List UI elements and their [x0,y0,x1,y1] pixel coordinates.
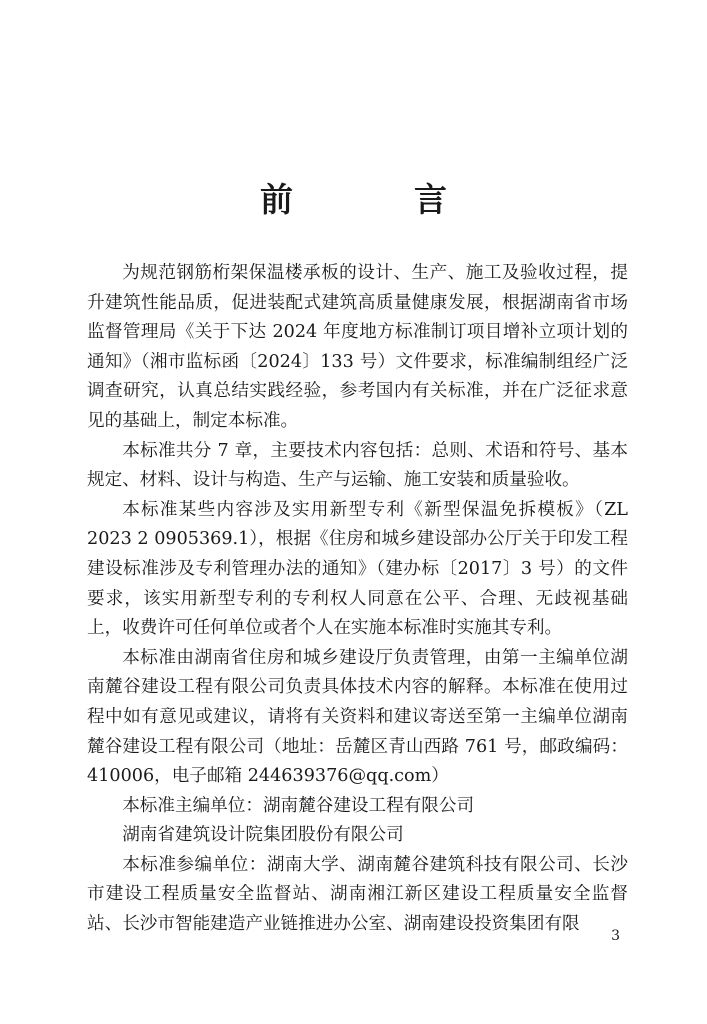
paragraph-management: 本标准由湖南省住房和城乡建设厅负责管理，由第一主编单位湖南麓谷建设工程有限公司负责具体技术内容的解释。本标准在使用过程中如有意见或建议，请将有关资料和建议寄送至第一主编单位湖南麓谷建设工程有限公司（地址：岳麓区青山西路 761 号，邮政编码：410006，电子邮箱 244639376@qq.com） [87,647,628,787]
paragraph-co-editor: 湖南省建筑设计院集团股份有限公司 [122,825,404,846]
paragraph-participants: 本标准参编单位：湖南大学、湖南麓谷建筑科技有限公司、长沙市建设工程质量安全监督站、湖南湘江新区建设工程质量安全监督站、长沙市智能建造产业链推进办公室、湖南建设投资集团有限 [87,854,628,935]
paragraph-purpose: 为规范钢筋桁架保温楼承板的设计、生产、施工及验收过程，提升建筑性能品质，促进装配式建筑高质量健康发展，根据湖南省市场监督管理局《关于下达 2024 年度地方标准制订项目增补立项计划的通知》（湘市监标函〔2024〕133 号）文件要求，标准编制组经广泛调查研究，认真总结实践经验，参考国内有关标准，并在广泛征求意见的基础上，制定本标准。 [87,263,628,431]
page-title: 前 言 [260,180,491,219]
page-number: 3 [611,928,620,944]
paragraph-chapters: 本标准共分 7 章，主要技术内容包括：总则、术语和符号、基本规定、材料、设计与构造、生产与运输、施工安装和质量验收。 [87,440,628,491]
preface-body [87,259,628,940]
paragraph-chief-editor: 本标准主编单位：湖南麓谷建设工程有限公司 [122,795,475,816]
paragraph-patent: 本标准某些内容涉及实用新型专利《新型保温免拆模板》（ZL 2023 2 0905369.1），根据《住房和城乡建设部办公厅关于印发工程建设标准涉及专利管理办法的通知》（建办标〔2017〕3 号）的文件要求，该实用新型专利的专利权人同意在公平、合理、无歧视基础上，收费许可任何单位或者个人在实施本标准时实施其专利。 [87,499,628,639]
